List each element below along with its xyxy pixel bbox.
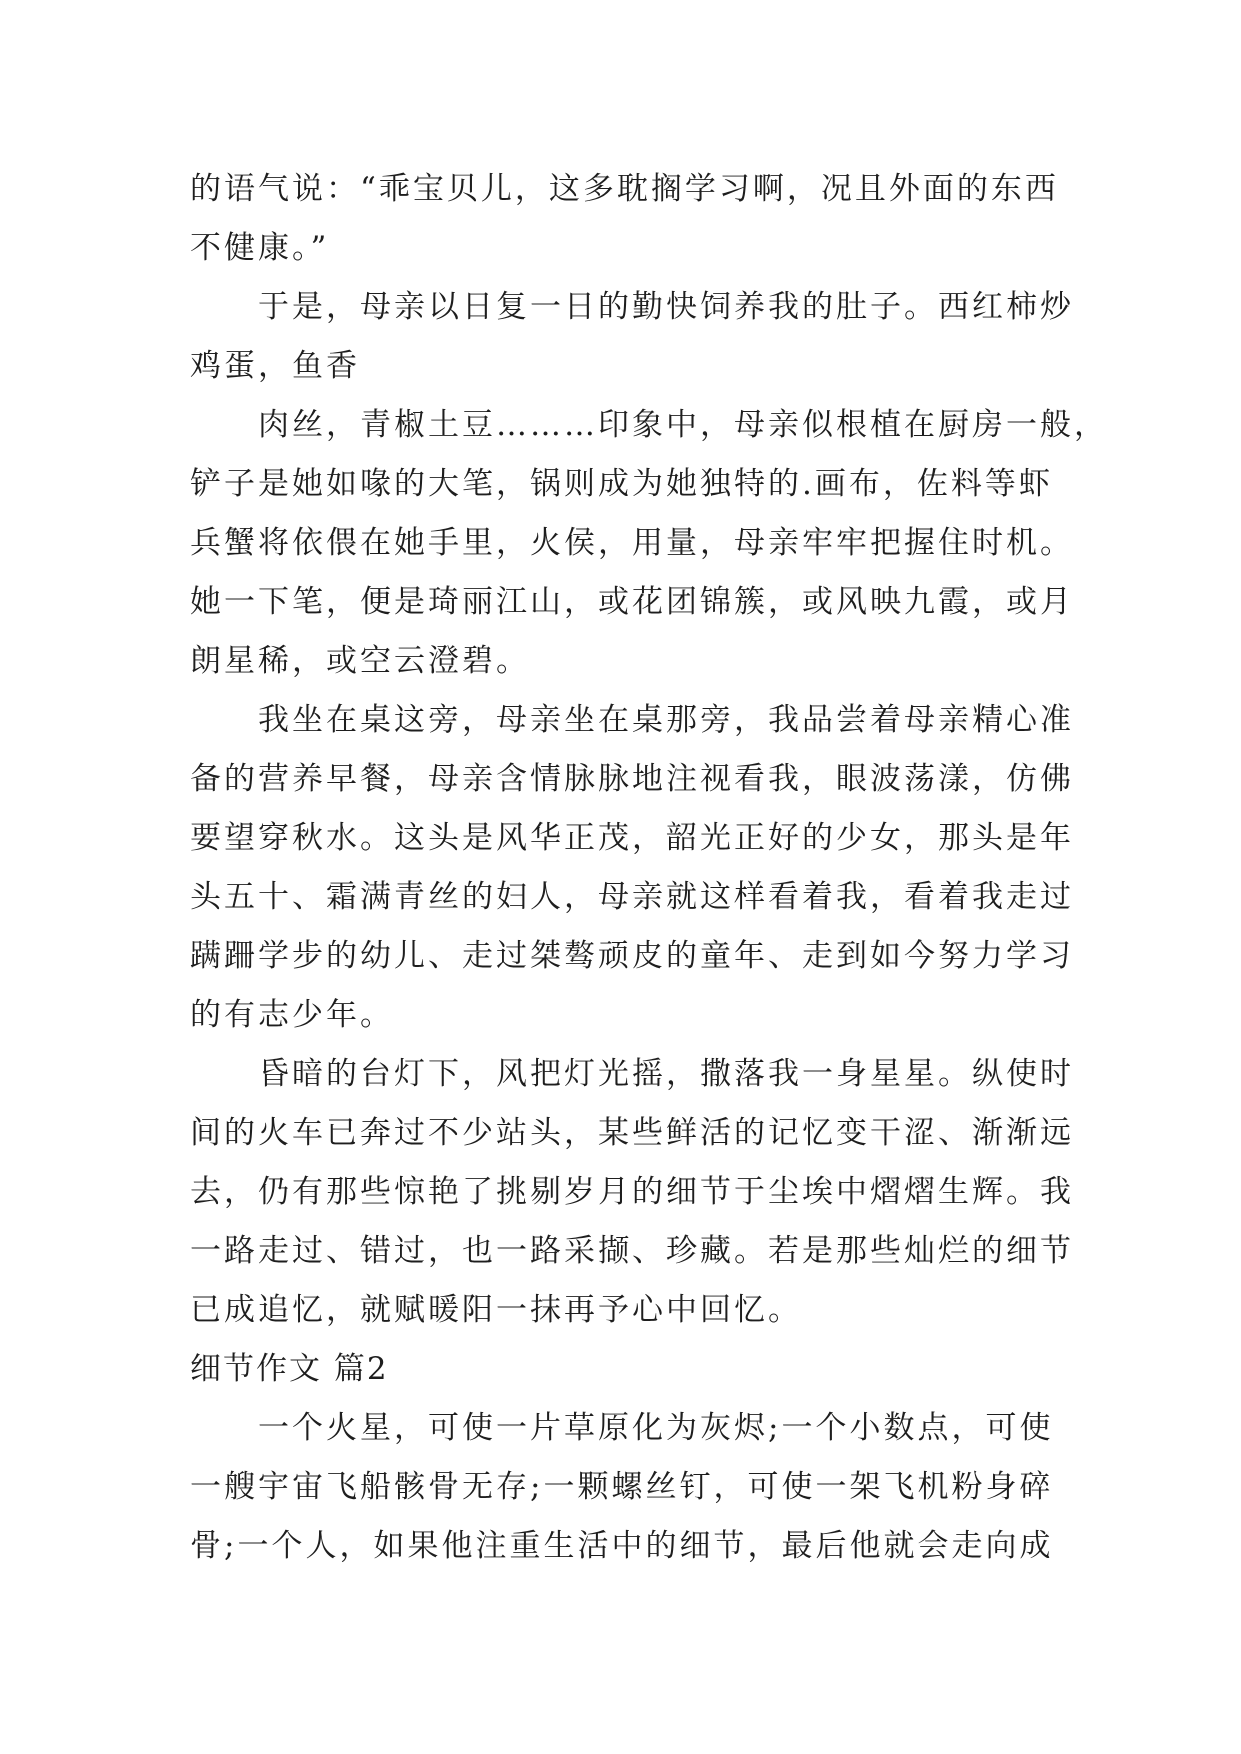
text-line: 一个火星，可使一片草原化为灰烬;一个小数点，可使 xyxy=(258,1410,1054,1446)
text-line: 铲子是她如喙的大笔，锅则成为她独特的.画布，佐料等虾 xyxy=(190,466,1053,502)
text-line: 备的营养早餐，母亲含情脉脉地注视看我，眼波荡漾，仿佛 xyxy=(190,761,1074,797)
paragraph xyxy=(190,396,1108,691)
paragraph xyxy=(190,160,1059,278)
paragraph xyxy=(190,691,1074,1045)
text-line: 蹒跚学步的幼儿、走过桀骜顽皮的童年、走到如今努力学习 xyxy=(190,938,1074,974)
text-line: 昏暗的台灯下，风把灯光摇，撒落我一身星星。纵使时 xyxy=(258,1056,1074,1092)
section-heading xyxy=(190,1340,1050,1399)
text-line: 于是，母亲以日复一日的勤快饲养我的肚子。西红柿炒 xyxy=(258,289,1074,325)
paragraph xyxy=(190,1399,1054,1576)
document-body xyxy=(190,160,1108,1576)
text-line: 兵蟹将依偎在她手里，火侯，用量，母亲牢牢把握住时机。 xyxy=(190,525,1074,561)
paragraph xyxy=(190,278,1074,396)
text-line: 要望穿秋水。这头是风华正茂，韶光正好的少女，那头是年 xyxy=(190,820,1074,856)
text-line: 的语气说：“乖宝贝儿，这多耽搁学习啊，况且外面的东西 xyxy=(190,171,1059,207)
text-line: 一艘宇宙飞船骸骨无存;一颗螺丝钉，可使一架飞机粉身碎 xyxy=(190,1469,1054,1505)
text-line: 去，仍有那些惊艳了挑剔岁月的细节于尘埃中熠熠生辉。我 xyxy=(190,1174,1074,1210)
paragraph xyxy=(190,1045,1074,1340)
text-line: 我坐在桌这旁，母亲坐在桌那旁，我品尝着母亲精心准 xyxy=(258,702,1074,738)
text-line: 间的火车已奔过不少站头，某些鲜活的记忆变干涩、渐渐远 xyxy=(190,1115,1074,1151)
text-line: 不健康。” xyxy=(190,230,330,266)
heading-text: 细节作文 篇2 xyxy=(190,1351,389,1387)
text-line: 已成追忆，就赋暖阳一抹再予心中回忆。 xyxy=(190,1292,802,1328)
text-line: 的有志少年。 xyxy=(190,997,394,1033)
text-line: 她一下笔，便是琦丽江山，或花团锦簇，或风映九霞，或月 xyxy=(190,584,1074,620)
text-line: 一路走过、错过，也一路采撷、珍藏。若是那些灿烂的细节 xyxy=(190,1233,1074,1269)
text-line: 头五十、霜满青丝的妇人，母亲就这样看着我，看着我走过 xyxy=(190,879,1074,915)
text-line: 鸡蛋，鱼香 xyxy=(190,348,360,384)
text-line: 朗星稀，或空云澄碧。 xyxy=(190,643,530,679)
text-line: 肉丝，青椒土豆………印象中，母亲似根植在厨房一般， xyxy=(258,407,1108,443)
text-line: 骨;一个人，如果他注重生活中的细节，最后他就会走向成 xyxy=(190,1528,1054,1564)
